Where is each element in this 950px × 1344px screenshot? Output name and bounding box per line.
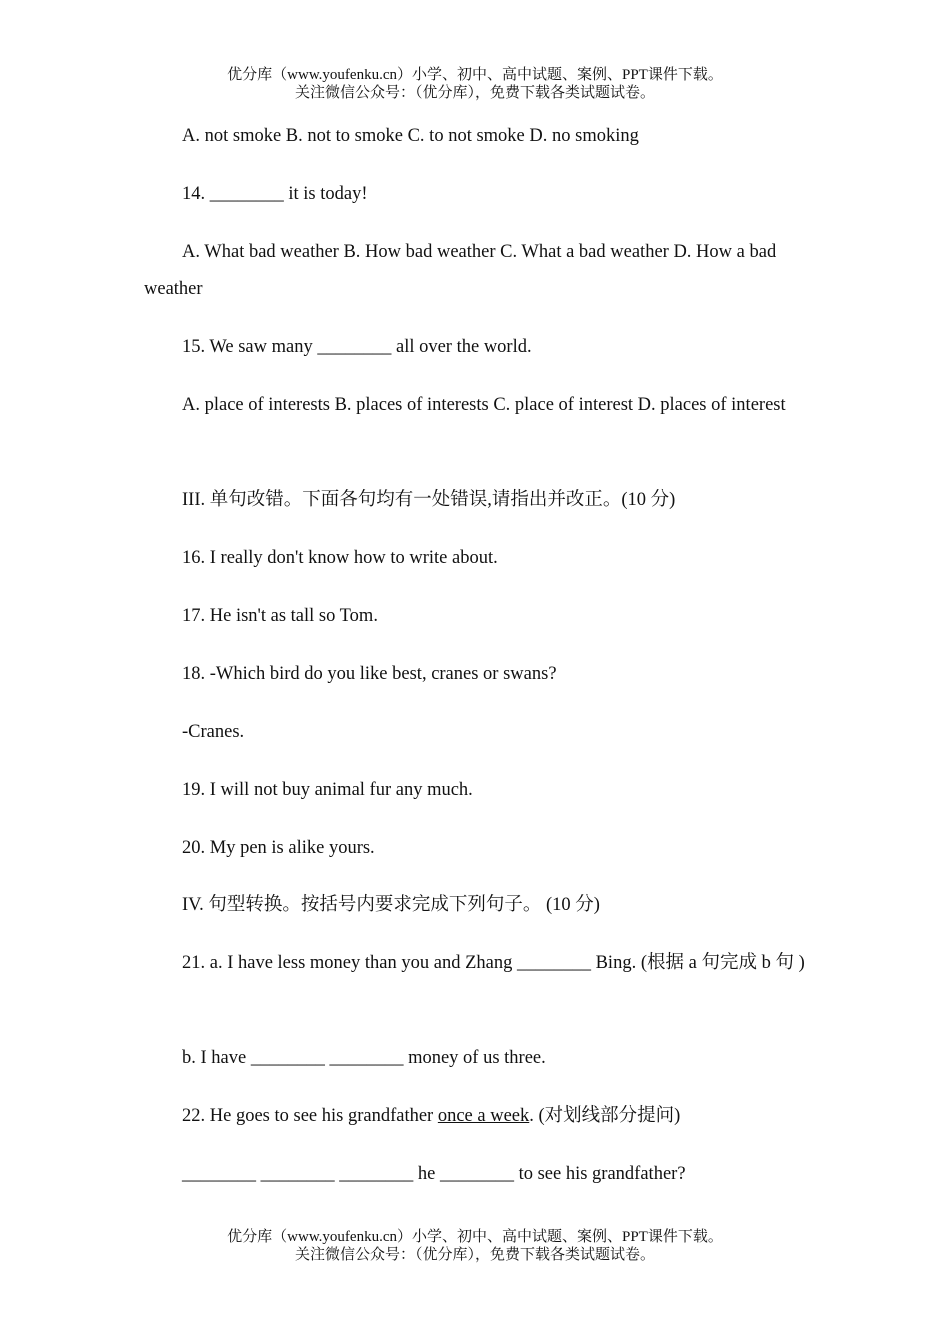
- q22-text-after: . (对划线部分提问): [529, 1106, 681, 1126]
- q21-sentence-a: 21. a. I have less money than you and Zhang ________ Bing. (根据 a 句完成 b 句 ): [182, 953, 805, 973]
- page-footer: [0, 1228, 950, 1264]
- q16: 16. I really don't know how to write about.: [182, 548, 498, 568]
- header-line-1: 优分库（www.youfenku.cn）小学、初中、高中试题、案例、PPT课件下载。: [227, 67, 723, 83]
- header-line-2: 关注微信公众号：（优分库），免费下载各类试题试卷。: [294, 85, 655, 101]
- q20: 20. My pen is alike yours.: [182, 838, 375, 858]
- q22-stem: [144, 1098, 844, 1135]
- q18-answer: -Cranes.: [182, 722, 245, 742]
- section-4-title: IV. 句型转换。按括号内要求完成下列句子。 (10 分): [182, 895, 600, 915]
- q17: 17. He isn't as tall so Tom.: [182, 606, 378, 626]
- footer-line-2: 关注微信公众号：（优分库），免费下载各类试题试卷。: [294, 1247, 655, 1263]
- q22-underlined-phrase: once a week: [437, 1106, 530, 1126]
- q18-question: 18. -Which bird do you like best, cranes or swans?: [182, 664, 557, 684]
- q22-answer-blanks: ________ ________ ________ he ________ to see his grandfather?: [182, 1164, 686, 1184]
- page-header: [0, 66, 950, 102]
- footer-line-1: 优分库（www.youfenku.cn）小学、初中、高中试题、案例、PPT课件下载。: [227, 1229, 723, 1245]
- q22-text-before: 22. He goes to see his grandfather: [182, 1106, 438, 1126]
- q13-options: A. not smoke B. not to smoke C. to not smoke D. no smoking: [182, 126, 639, 146]
- q15-options: A. place of interests B. places of interests C. place of interest D. places of interest: [182, 395, 786, 415]
- q14-stem: 14. ________ it is today!: [182, 184, 368, 204]
- q15-stem: 15. We saw many ________ all over the world.: [182, 337, 532, 357]
- section-3-title: III. 单句改错。下面各句均有一处错误,请指出并改正。(10 分): [182, 490, 676, 510]
- q19: 19. I will not buy animal fur any much.: [182, 780, 473, 800]
- q21-sentence-b: b. I have ________ ________ money of us three.: [182, 1048, 546, 1068]
- q14-options: A. What bad weather B. How bad weather C. What a bad weather D. How a bad weather: [144, 242, 777, 299]
